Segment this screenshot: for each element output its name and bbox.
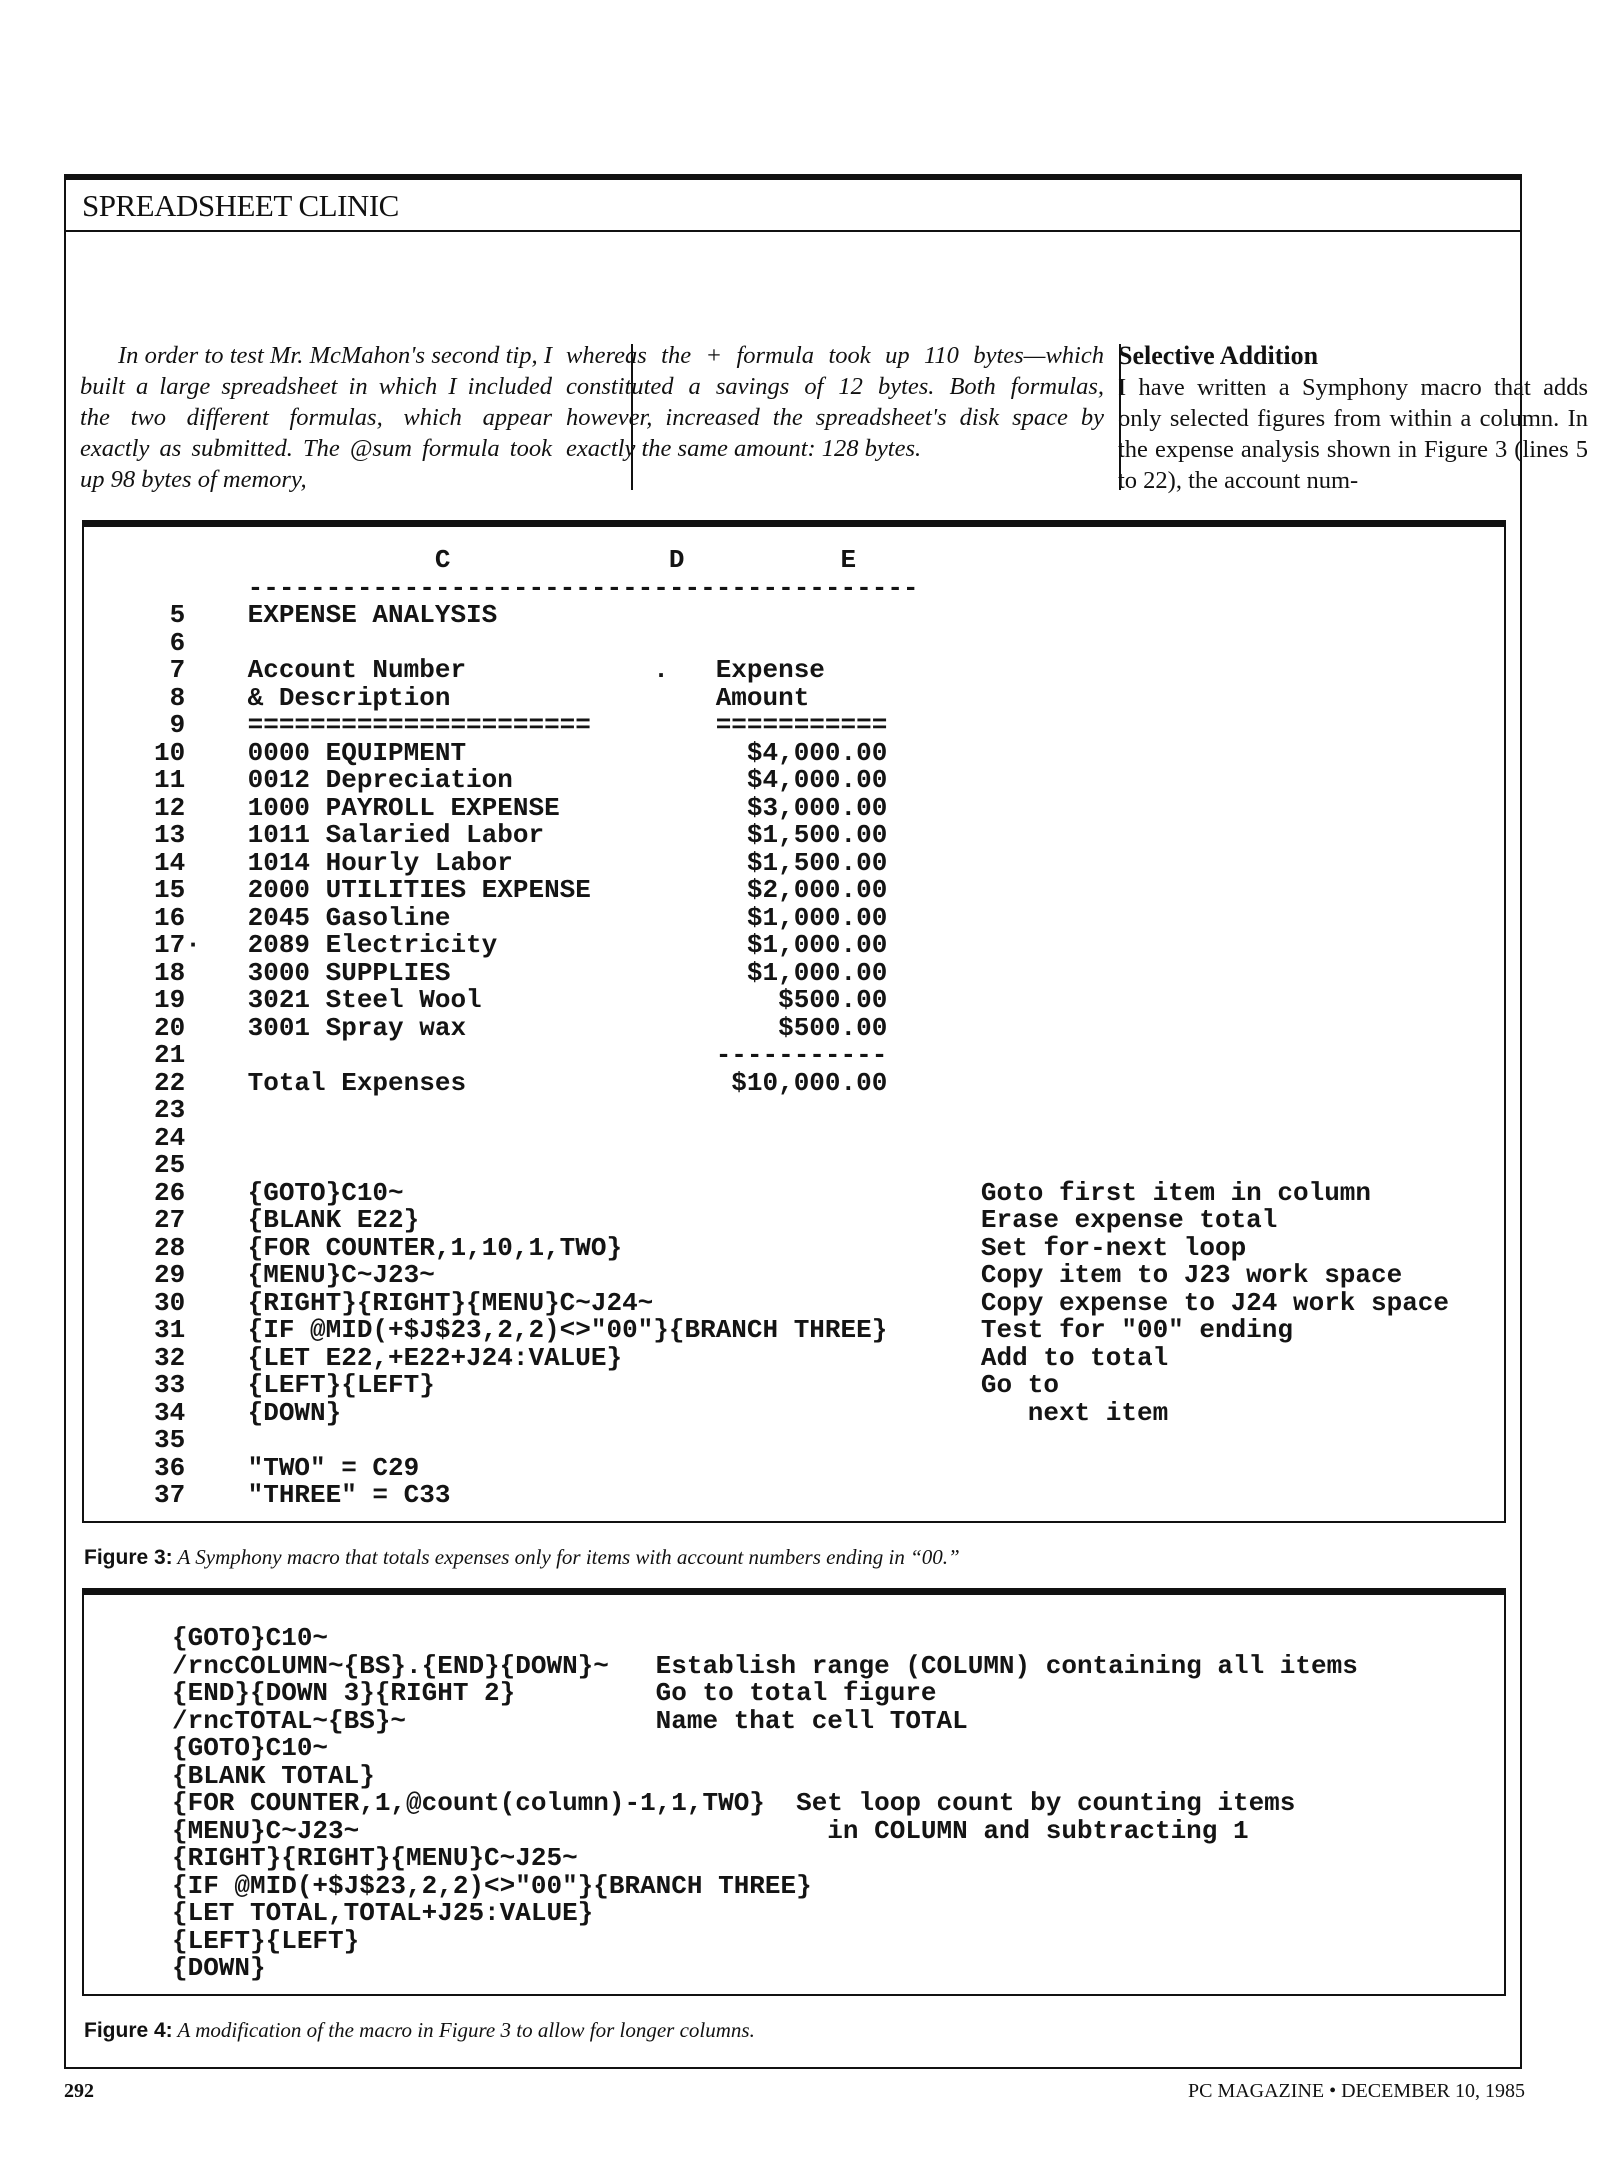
section-title: SPREADSHEET CLINIC [82, 188, 399, 223]
figure-3-caption-text: A Symphony macro that totals expenses only for items with account numbers ending in “00.” [172, 1545, 960, 1569]
figure-4-box [82, 1588, 1506, 1996]
article-column-2 [566, 340, 1104, 492]
figure-3-box [82, 520, 1506, 1523]
figure-3-listing: C D E ------------------------------------------- 5 EXPENSE ANALYSIS 6 7 Account Number . Expense 8 & Description Amount 9 ====================== =========== 10 0000 EQUIPMENT $4,000.00 11 0012 Depreciation $4,000.00 12 1000 PAYROLL EXPENSE $3,000.00 13 1011 Salaried Labor $1,500.00 14 1014 Hourly Labor $1,500.00 15 2000 UTILITIES EXPENSE $2,000.00 16 2045 Gasoline $1,000.00 17· 2089 Electricity $1,000.00 18 3000 SUPPLIES $1,000.00 19 3021 Steel Wool $500.00 20 3001 Spray wax $500.00 21 ----------- 22 Total Expenses $10,000.00 23 24 25 26 {GOTO}C10~ Goto first item in column 27 {BLANK E22} Erase expense total 28 {FOR COUNTER,1,10,1,TWO} Set for-next loop 29 {MENU}C~J23~ Copy item to J23 work space 30 {RIGHT}{RIGHT}{MENU}C~J24~ Copy expense to J24 work space 31 {IF @MID(+$J$23,2,2)<>"00"}{BRANCH THREE} Test for "00" ending 32 {LET E22,+E22+J24:VALUE} Add to total 33 {LEFT}{LEFT} Go to 34 {DOWN} next item 35 36 "TWO" = C29 37 "THREE" = C33 [154, 545, 1450, 1510]
figure-3-caption [84, 1545, 960, 1570]
figure-4-listing: {GOTO}C10~ /rncCOLUMN~{BS}.{END}{DOWN}~ Establish range (COLUMN) containing all items {END}{DOWN 3}{RIGHT 2} Go to total figure /rncTOTAL~{BS}~ Name that cell TOTAL {GOTO}C10~ {BLANK TOTAL} {FOR COUNTER,1,@count(column)-1,1,TWO} Set loop count by counting items {MENU}C~J23~ in COLUMN and subtracting 1 {RIGHT}{RIGHT}{MENU}C~J25~ {IF @MID(+$J$23,2,2)<>"00"}{BRANCH THREE} {LET TOTAL,TOTAL+J25:VALUE} {LEFT}{LEFT} {DOWN} [172, 1623, 1358, 1983]
publication-line: PC MAGAZINE • DECEMBER 10, 1985 [1187, 2080, 1525, 2102]
column-1-text: In order to test Mr. McMahon's second tip, I built a large spreadsheet in which I included the two different formulas, which appear exactly as submitted. The @sum formula took up 98 bytes of memory, [80, 342, 552, 493]
figure-4-caption [84, 2018, 755, 2043]
column-2-text: whereas the + formula took up 110 bytes—which constituted a savings of 12 bytes. Both formulas, however, increased the spreadsheet's disk space by exactly the same amount: 128 bytes. [566, 342, 1104, 462]
figure-4-caption-text: A modification of the macro in Figure 3 to allow for longer columns. [172, 2018, 755, 2042]
article-columns [80, 340, 1588, 494]
article-column-3 [1118, 340, 1588, 492]
column-3-heading: Selective Addition [1118, 341, 1319, 370]
page-number: 292 [64, 2080, 94, 2102]
column-3-text: I have written a Symphony macro that adds only selected figures from within a column. In the expense analysis shown in Figure 3 (lines 5 to 22), the account num- [1118, 374, 1588, 494]
figure-4-caption-label: Figure 4: [84, 2019, 173, 2042]
figure-3-caption-label: Figure 3: [84, 1546, 173, 1569]
article-column-1 [80, 340, 552, 492]
